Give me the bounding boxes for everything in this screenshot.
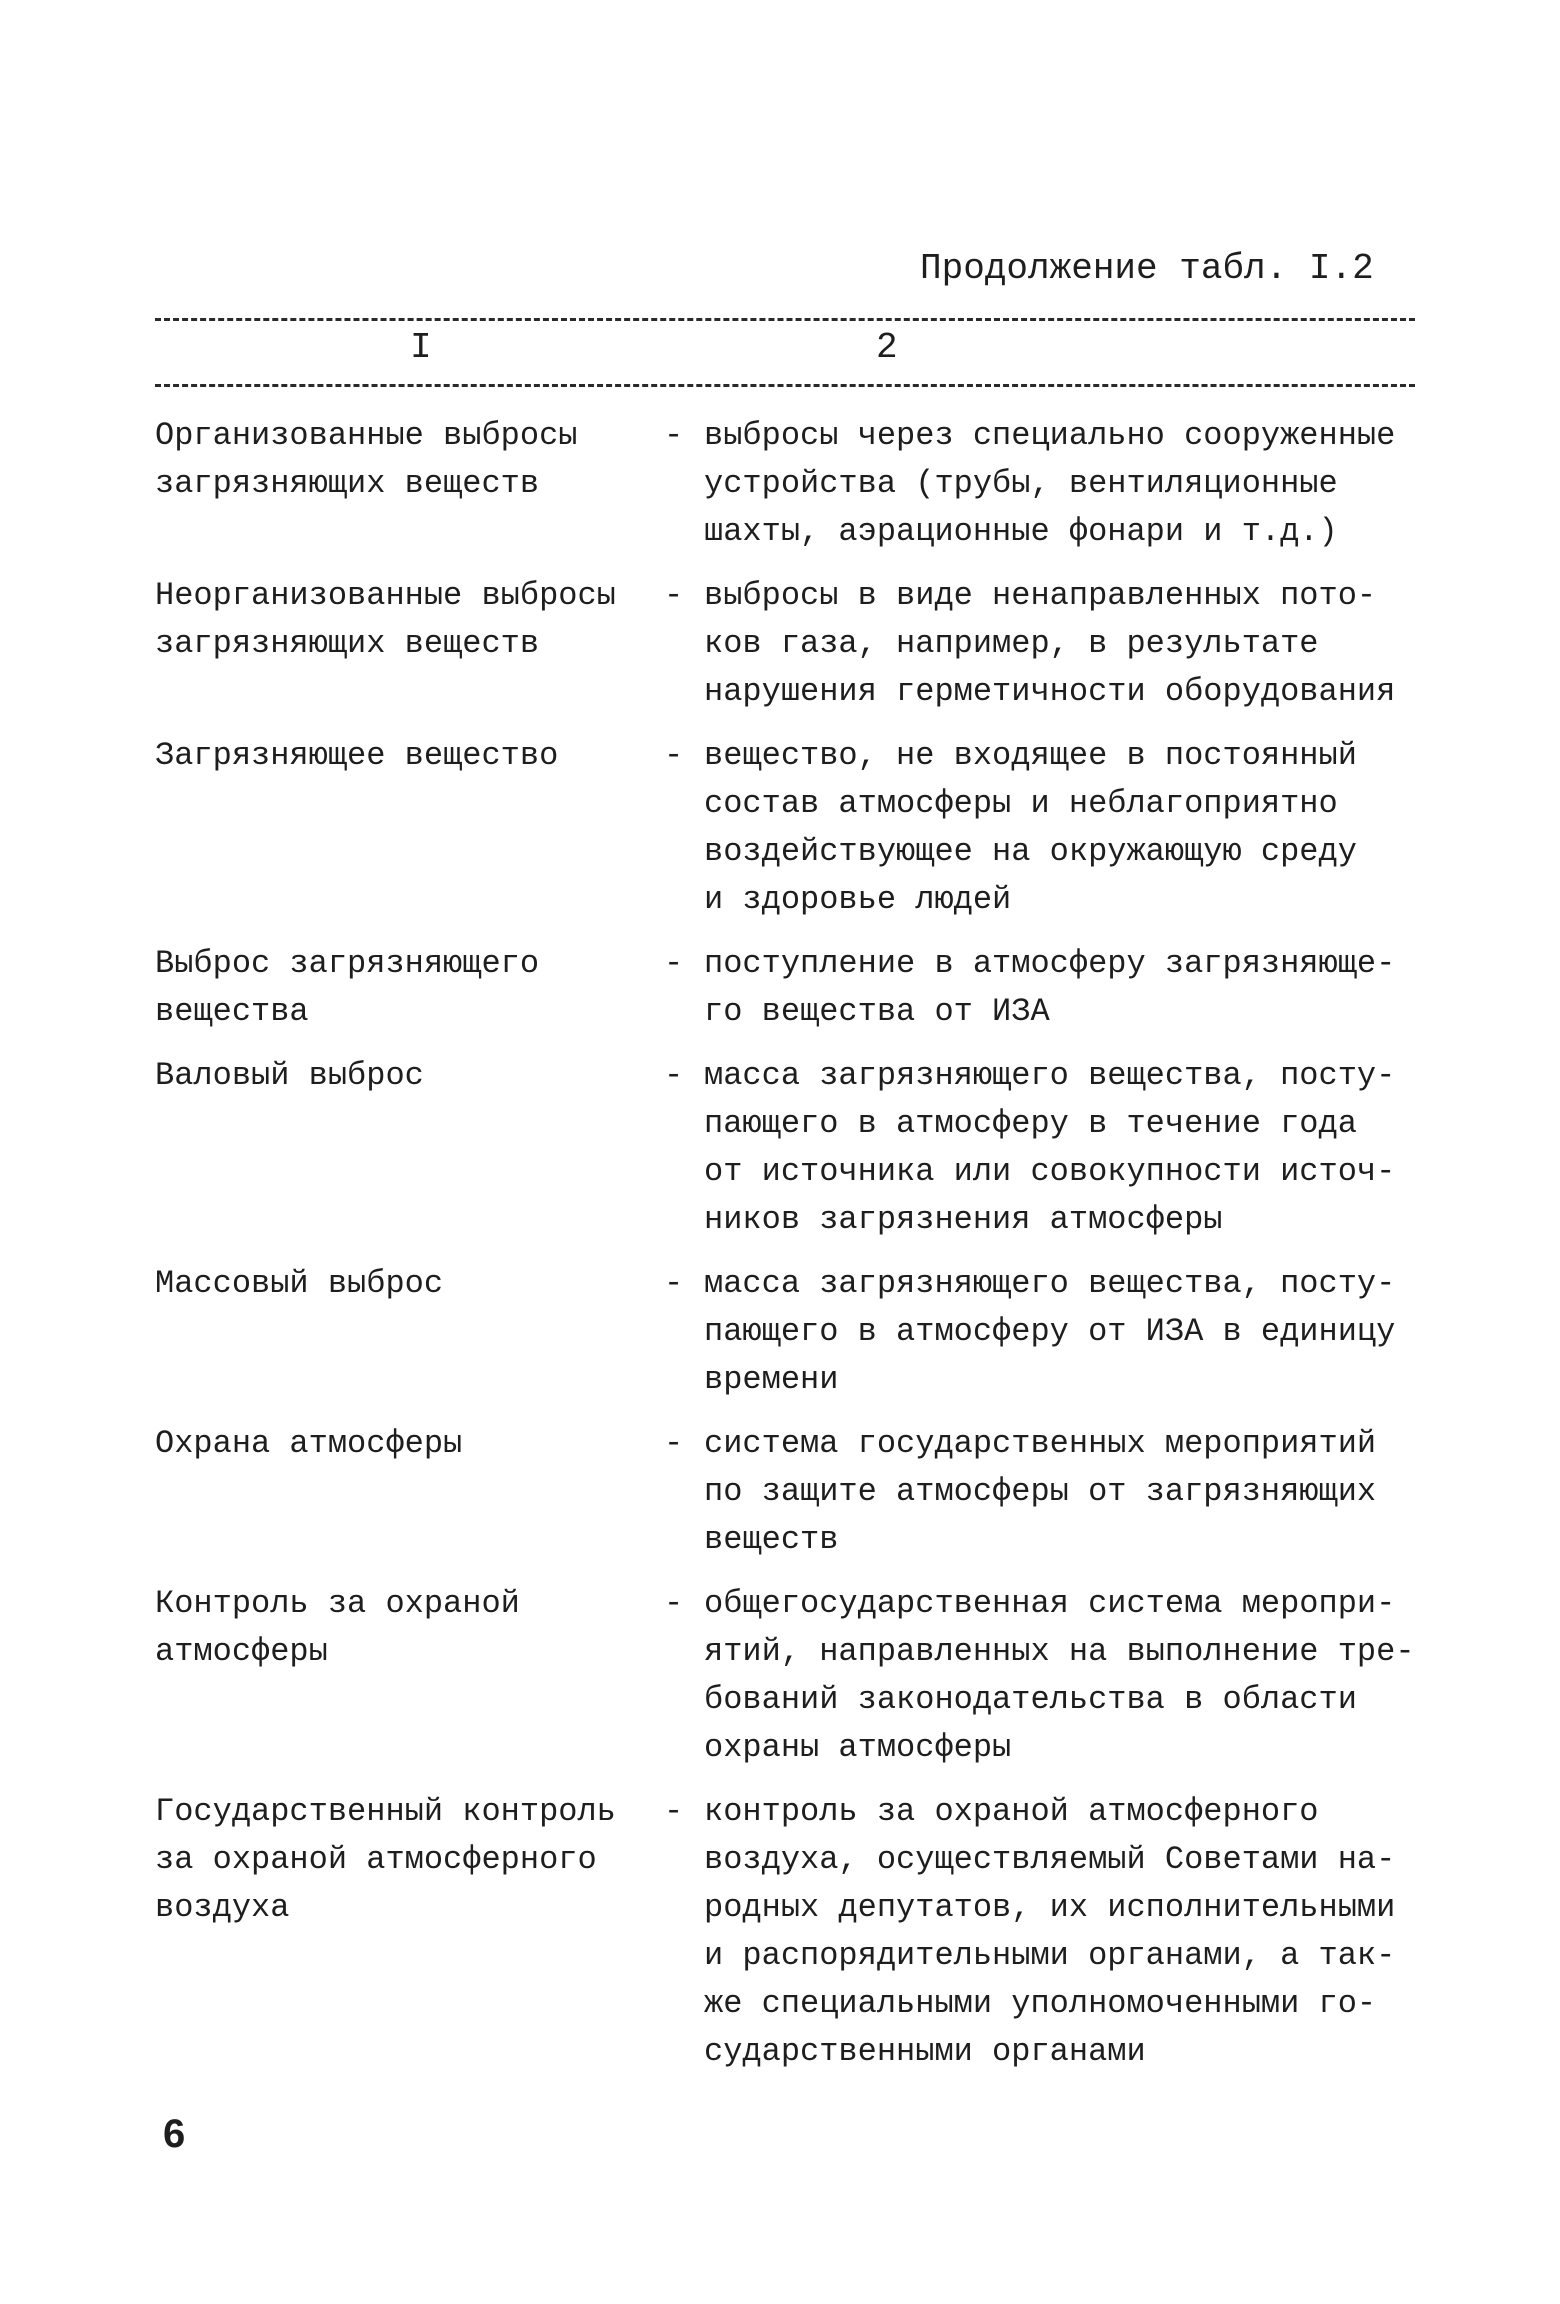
term-cell: Неорганизованные выбросы загрязняющих веществ [155,577,616,662]
definition-cell: поступление в атмосферу загрязняюще- го вещества от ИЗА [704,945,1396,1030]
column-header-2: 2 [876,327,898,368]
term-cell: Организованные выбросы загрязняющих веществ [155,417,578,502]
definition-cell: масса загрязняющего вещества, посту- пающего в атмосферу в течение года от источника или совокупности источ- ников загрязнения атмосферы [704,1057,1396,1238]
dash-separator: - [664,1793,684,1830]
definition-cell: общегосударственная система меропри- ятий, направленных на выполнение тре- бований законодательства в области охраны атмосферы [704,1585,1415,1766]
definition-cell: контроль за охраной атмосферного воздуха, осуществляемый Советами на- родных депутатов, их исполнительными и распорядительными органами, а так- же специальными уполномоченными го- сударственными органами [704,1793,1396,2070]
table-header-bottom-rule [155,384,1415,387]
dash-separator: - [664,945,684,982]
dash-separator: - [664,577,684,614]
dash-separator: - [664,737,684,774]
term-cell: Выброс загрязняющего вещества [155,945,540,1030]
definition-cell: система государственных мероприятий по защите атмосферы от загрязняющих веществ [704,1425,1377,1558]
term-cell: Охрана атмосферы [155,1425,463,1462]
column-header-1: I [410,327,432,368]
term-cell: Контроль за охраной атмосферы [155,1585,520,1670]
definition-cell: вещество, не входящее в постоянный состав атмосферы и неблагоприятно воздействующее на окружающую среду и здоровье людей [704,737,1357,918]
definition-cell: выбросы в виде ненаправленных пото- ков газа, например, в результате нарушения герметичности оборудования [704,577,1396,710]
dash-separator: - [664,1585,684,1622]
dash-separator: - [664,1265,684,1302]
definition-cell: выбросы через специально сооруженные устройства (трубы, вентиляционные шахты, аэрационные фонари и т.д.) [704,417,1396,550]
term-cell: Загрязняющее вещество [155,737,559,774]
definition-cell: масса загрязняющего вещества, посту- пающего в атмосферу от ИЗА в единицу времени [704,1265,1396,1398]
dash-separator: - [664,1057,684,1094]
dash-separator: - [664,1425,684,1462]
dash-separator: - [664,417,684,454]
term-cell: Валовый выброс [155,1057,424,1094]
table-header-top-rule [155,318,1415,321]
term-cell: Государственный контроль за охраной атмосферного воздуха [155,1793,616,1926]
page-number: 6 [163,2112,186,2156]
table-caption: Продолжение табл. I.2 [920,248,1374,289]
term-cell: Массовый выброс [155,1265,444,1302]
